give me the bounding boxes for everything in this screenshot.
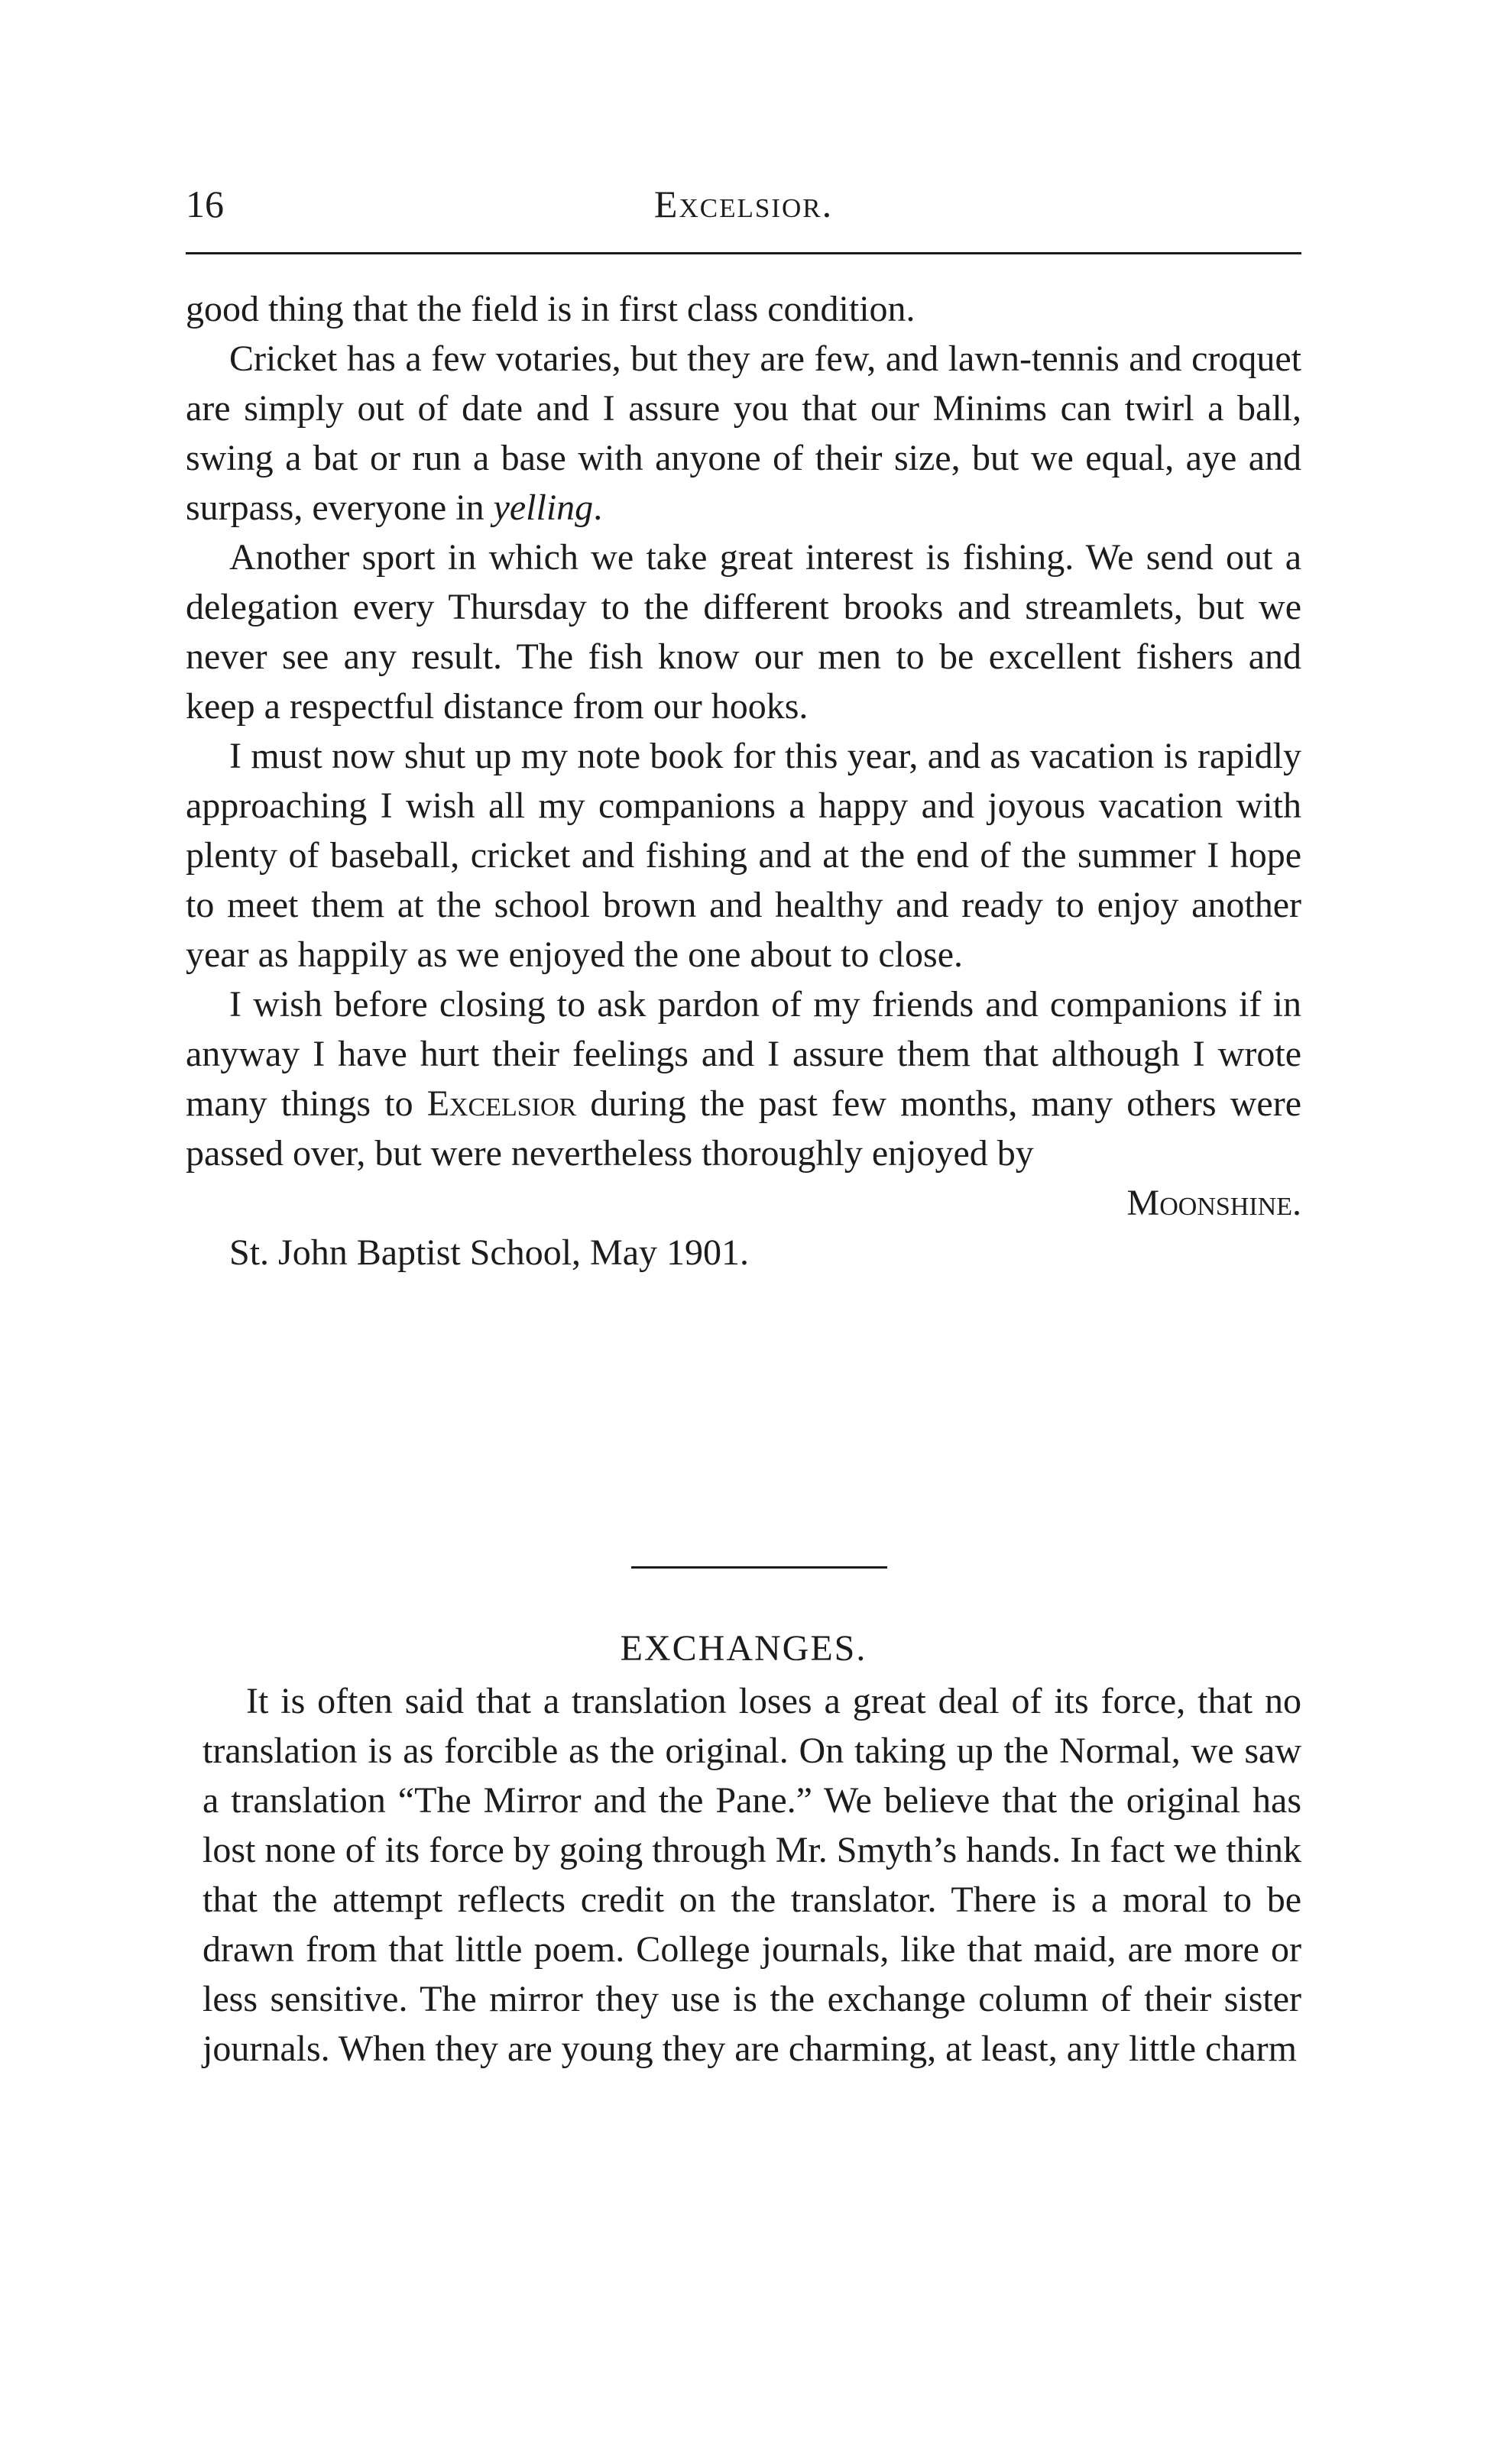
emphasis-text: yelling — [493, 487, 594, 528]
section-divider — [631, 1566, 887, 1569]
dateline: St. John Baptist School, May 1901. — [229, 1232, 750, 1273]
paragraph: good thing that the field is in first class condition. — [186, 289, 916, 329]
signature: Moonshine. — [1126, 1183, 1301, 1223]
paragraph: Another sport in which we take great interest is fishing. We send out a delegation every Thursday to the different brooks and streamlets, but we never see any result. The fish know our men to be excellent fishers and keep a respectful distance from our hooks. — [186, 537, 1301, 727]
small-caps-text: Excelsior — [426, 1083, 577, 1124]
header-rule — [186, 252, 1301, 254]
paragraph-text: . — [593, 487, 603, 528]
article-moonshine — [186, 284, 1301, 1277]
paragraph: It is often said that a translation loses a great deal of its force, that no translation is as forcible as the original. On taking up the Normal, we saw a translation “The Mirror and the Pane.” We believe that the original has lost none of its force by going through Mr. Smyth’s hands. In fact we think that the attempt reflects credit on the translator. There is a moral to be drawn from that little poem. College journals, like that maid, are more or less sensitive. The mirror they use is the exchange column of their sister journals. When they are young they are charming, at least, any little charm — [203, 1681, 1301, 2069]
section-heading: EXCHANGES. — [620, 1628, 867, 1669]
paragraph — [186, 979, 1301, 1178]
page-header — [186, 182, 1301, 243]
paragraph-text: during the past few months, many others were passed over, but were nevertheless thoroughly enjoyed by — [186, 1083, 1301, 1174]
article-exchanges — [203, 1676, 1301, 2074]
running-title: Excelsior. — [653, 183, 834, 225]
paragraph — [186, 334, 1301, 533]
paragraph-text: Cricket has a few votaries, but they are few, and lawn-tennis and croquet are simply out of date and I assure you that our Minims can twirl a ball, swing a bat or run a base with anyone of their size, but we equal, aye and surpass, everyone in — [186, 338, 1301, 528]
page-number: 16 — [186, 183, 224, 225]
paragraph: I must now shut up my note book for this year, and as vacation is rapidly approaching I wish all my companions a happy and joyous vacation with plenty of baseball, cricket and fishing and at the end of the summer I hope to meet them at the school brown and healthy and ready to enjoy another year as happily as we enjoyed the one about to close. — [186, 736, 1301, 975]
paragraph-text: I wish before closing to ask pardon of my friends and companions if in anyway I have hurt their feelings and I assure them that although I wrote many things to — [186, 984, 1301, 1124]
